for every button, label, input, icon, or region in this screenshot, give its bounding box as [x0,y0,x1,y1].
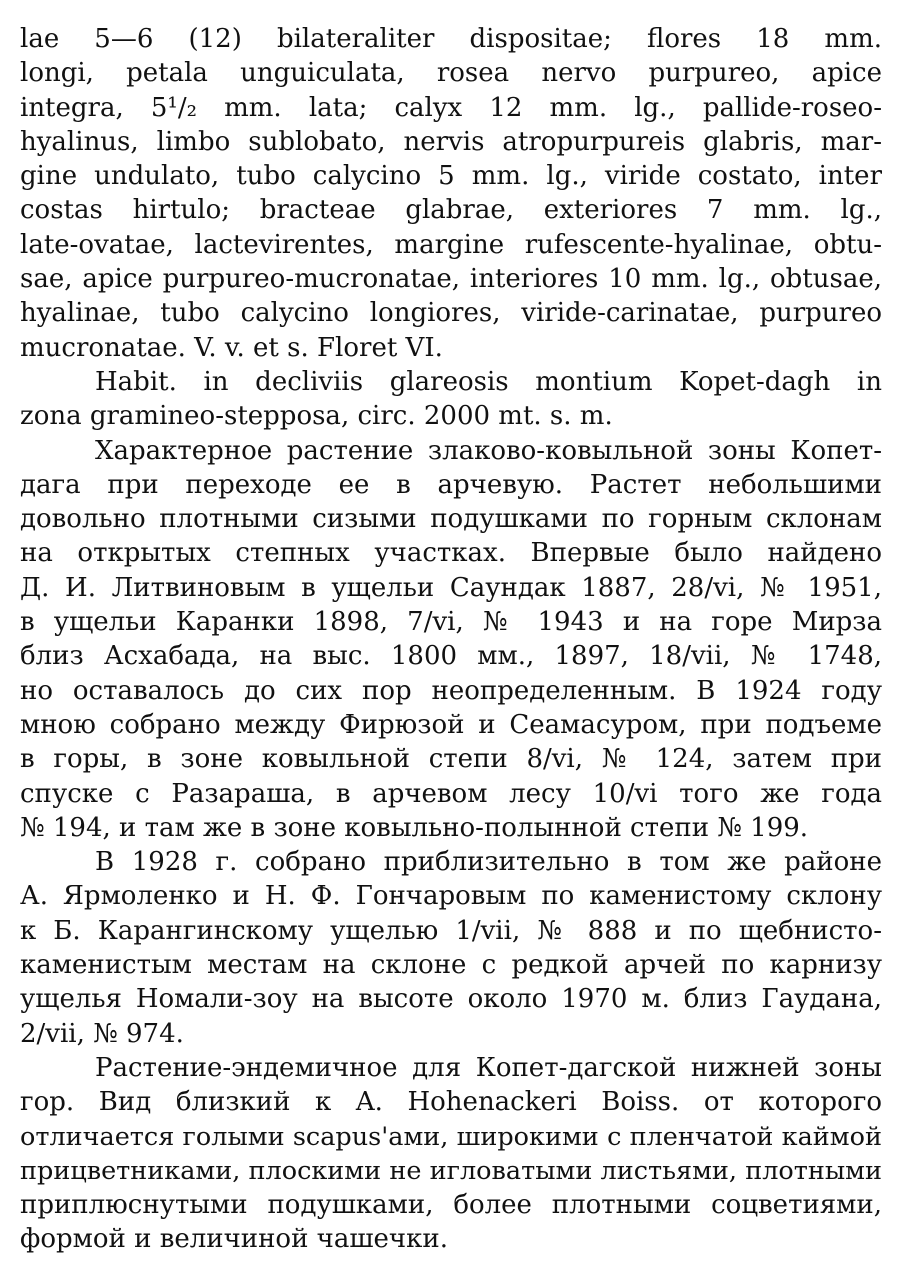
text-line: longi, petala unguiculata, rosea nervo purpureo, apice [20,58,882,89]
text-line: формой и величиной чашечки. [20,1224,448,1255]
text-line: к Б. Карангинскому ущелью 1/vii, № 888 и по щебнисто- [20,915,882,946]
text-line: В 1928 г. собрано приблизительно в том же районе [95,847,882,878]
text-line: близ Асхабада, на выс. 1800 мм., 1897, 18/vii, № 1748, [20,641,882,672]
paragraph-latin-description [20,22,882,365]
paragraph-russian-1928 [20,845,882,1051]
text-line: Характерное растение злаково-ковыльной зоны Копет- [95,435,882,466]
text-line: гор. Вид близкий к A. Hohenackeri Boiss. от которого [20,1087,882,1118]
text-line: дага при переходе ее в арчевую. Растет небольшими [20,469,882,500]
paragraph-russian-characteristic [20,434,882,846]
text-line: А. Ярмоленко и Н. Ф. Гончаровым по каменистому склону [20,881,882,912]
paragraph-habitat [20,365,882,434]
text-line: costas hirtulo; bracteae glabrae, exteriores 7 mm. lg., [20,195,882,226]
text-line: прицветниками, плоскими не игловатыми листьями, плотными [20,1155,882,1186]
text-line: каменистым местам на склоне с редкой арчей по карнизу [20,950,882,981]
text-line: спуске с Разараша, в арчевом лесу 10/vi того же года [20,778,882,809]
text-line: Д. И. Литвиновым в ущельи Саундак 1887, 28/vi, № 1951, [20,572,882,603]
text-line: в горы, в зоне ковыльной степи 8/vi, № 124, затем при [20,744,882,775]
text-line: но оставалось до сих пор неопределенным. В 1924 году [20,675,882,706]
text-line: довольно плотными сизыми подушками по горным склонам [20,504,882,535]
text-line: hyalinae, tubo calycino longiores, viride-carinatae, purpureo [20,298,882,329]
text-line: lae 5—6 (12) bilateraliter dispositae; flores 18 mm. [20,24,882,54]
document-page [20,22,882,1257]
text-line: sae, apice purpureo-mucronatae, interiores 10 mm. lg., obtusae, [20,264,882,295]
text-line: отличается голыми scapus'ами, широкими с пленчатой каймой [20,1121,882,1152]
text-line: Растение-эндемичное для Копет-дагской нижней зоны [95,1052,882,1083]
text-line: Habit. in decliviis glareosis montium Kopet-dagh in [95,366,882,397]
text-line: zona gramineo-stepposa, circ. 2000 mt. s. m. [20,401,613,432]
text-line: gine undulato, tubo calycino 5 mm. lg., viride costato, inter [20,161,882,192]
text-line: мною собрано между Фирюзой и Сеамасуром, при подъеме [20,709,882,740]
text-line: ущелья Номали-зоу на высоте около 1970 м. близ Гаудана, [20,984,882,1015]
text-line: integra, 5¹/₂ mm. lata; calyx 12 mm. lg., pallide-roseo- [20,92,882,123]
text-line: 2/vii, № 974. [20,1018,184,1049]
text-line: № 194, и там же в зоне ковыльно-полынной степи № 199. [20,812,809,843]
paragraph-russian-endemic [20,1051,882,1257]
text-line: приплюснутыми подушками, более плотными соцветиями, [20,1190,882,1221]
text-line: late-ovatae, lactevirentes, margine rufescente-hyalinae, obtu- [20,229,882,260]
text-line: hyalinus, limbo sublobato, nervis atropurpureis glabris, mar- [20,126,882,157]
text-line: mucronatae. V. v. et s. Floret VI. [20,332,443,363]
text-line: в ущельи Каранки 1898, 7/vi, № 1943 и на горе Мирза [20,607,882,638]
text-line: на открытых степных участках. Впервые было найдено [20,538,882,569]
